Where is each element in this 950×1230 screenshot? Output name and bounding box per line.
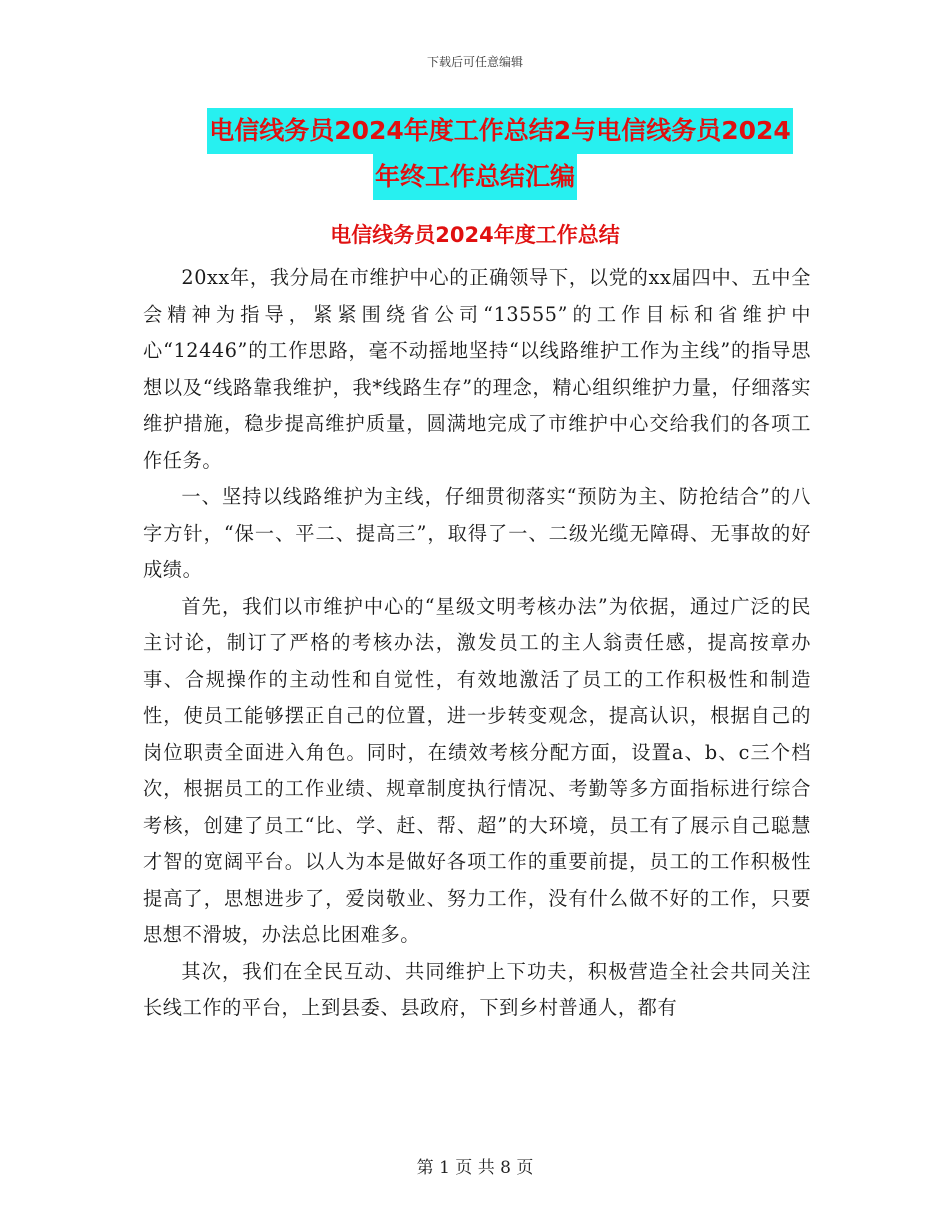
document-title bbox=[0, 108, 950, 200]
paragraph: 20xx年，我分局在市维护中心的正确领导下，以党的xx届四中、五中全会精神为指导，紧紧围绕省公司“13555”的工作目标和省维护中心“12446”的工作思路，毫不动摇地坚持“以线路维护工作为主线”的指导思想以及“线路靠我维护，我*线路生存”的理念，精心组织维护力量，仔细落实维护措施，稳步提高维护质量，圆满地完成了市维护中心交给我们的各项工作任务。 bbox=[143, 266, 811, 472]
body-text bbox=[143, 260, 811, 1027]
paragraph: 首先，我们以市维护中心的“星级文明考核办法”为依据，通过广泛的民主讨论，制订了严格的考核办法，激发员工的主人翁责任感，提高按章办事、合规操作的主动性和自觉性，有效地激活了员工的工作积极性和制造性，使员工能够摆正自己的位置，进一步转变观念，提高认识，根据自己的岗位职责全面进入角色。同时，在绩效考核分配方面，设置a、b、c三个档次，根据员工的工作业绩、规章制度执行情况、考勤等多方面指标进行综合考核，创建了员工“比、学、赶、帮、超”的大环境，员工有了展示自己聪慧才智的宽阔平台。以人为本是做好各项工作的重要前提，员工的工作积极性提高了，思想进步了，爱岗敬业、努力工作，没有什么做不好的工作，只要思想不滑坡，办法总比困难多。 bbox=[143, 594, 811, 946]
header-note: 下载后可任意编辑 bbox=[426, 55, 523, 69]
document-title-line-1: 电信线务员2024年度工作总结2与电信线务员2024 bbox=[207, 108, 793, 154]
paragraph: 其次，我们在全民互动、共同维护上下功夫，积极营造全社会共同关注长线工作的平台，上到县委、县政府，下到乡村普通人，都有 bbox=[143, 959, 811, 1019]
paragraph: 一、坚持以线路维护为主线，仔细贯彻落实“预防为主、防抢结合”的八字方针，“保一、平二、提高三”，取得了一、二级光缆无障碍、无事故的好成绩。 bbox=[143, 485, 811, 581]
document-title-line-2: 年终工作总结汇编 bbox=[373, 154, 577, 200]
page-footer: 第 1 页 共 8 页 bbox=[416, 1158, 534, 1178]
section-title: 电信线务员2024年度工作总结 bbox=[330, 223, 620, 247]
